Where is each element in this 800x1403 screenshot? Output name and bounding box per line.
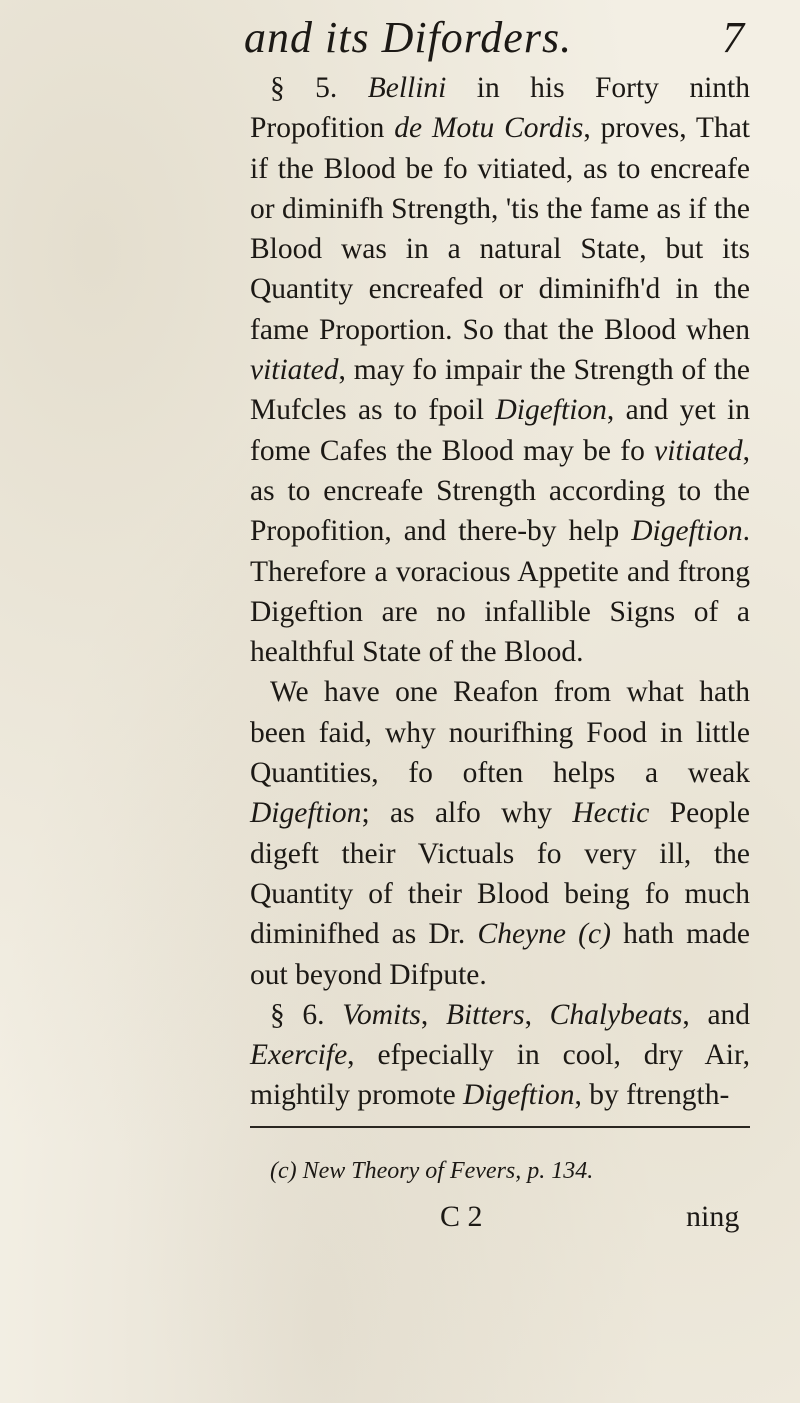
italic-term: Digeftion [463,1079,575,1112]
text-run: We have one Reafon from what hath been faid, why nourifhing Food in little Quantities, fo often helps a weak [250,676,750,790]
text-run: , may fo impair the Strength of the Mufcles as to fpoil [250,354,750,427]
signature-mark: C 2 [440,1200,483,1233]
paragraph-1 [250,68,750,672]
author-name: Bellini [367,72,447,104]
italic-term: Chalybeats [549,998,683,1031]
text-run: . Therefore a voracious Appetite and ftrong Digeftion are no infallible Signs of a healthful State of the Blood. [250,515,750,669]
catchword: ning [686,1200,740,1233]
text-run: , as to encreafe Strength according to the Propofition, and there-by help [250,434,750,548]
work-title: de Motu Cordis [394,112,584,145]
italic-term: Digeftion [495,394,607,427]
page-number: 7 [722,13,744,62]
running-head [244,10,744,70]
italic-term: vitiated [250,354,339,387]
italic-term: Digeftion [250,797,362,830]
text-run: , by ftrength- [574,1079,730,1112]
text-run: , [420,998,446,1031]
text-run: People digeft their Victuals fo very ill, the Quantity of their Blood being fo much diminifhed as Dr. [250,797,751,951]
text-run: , efpecially in cool, dry Air, mightily promote [250,1039,750,1112]
text-run: , proves, That if the Blood be fo vitiated, as to encreafe or diminifh Strength, 'tis the fame as if the Blood was in a natural State, but its Quantity encreafed or diminifh'd in the fame Proportion. So that the Blood when [250,112,750,346]
text-run: in his Forty ninth Propofition [250,72,750,145]
section-mark: § 5. [270,72,338,104]
body-text [250,68,750,1116]
footnote: (c) New Theory of Fevers, p. 134. [270,1158,594,1184]
running-head-title: and its Diforders. [244,13,573,62]
italic-term: Digeftion [631,515,743,548]
text-run: hath made out beyond Difpute. [250,918,750,991]
italic-term: Vomits [342,998,421,1031]
italic-term: Bitters [445,998,525,1031]
section-mark: § 6. [270,998,325,1031]
italic-term: Exercife [250,1039,348,1072]
italic-term: Hectic [572,797,650,830]
footnote-rule [250,1126,750,1128]
italic-term: vitiated [654,434,743,467]
text-run: , and [682,998,751,1031]
text-run: , and yet in fome Cafes the Blood may be fo [250,394,750,467]
text-run: , [524,998,550,1031]
paragraph-3 [250,995,750,1116]
cited-author: Cheyne (c) [477,918,611,951]
paragraph-2 [250,672,750,994]
text-run: ; as alfo why [361,797,573,830]
